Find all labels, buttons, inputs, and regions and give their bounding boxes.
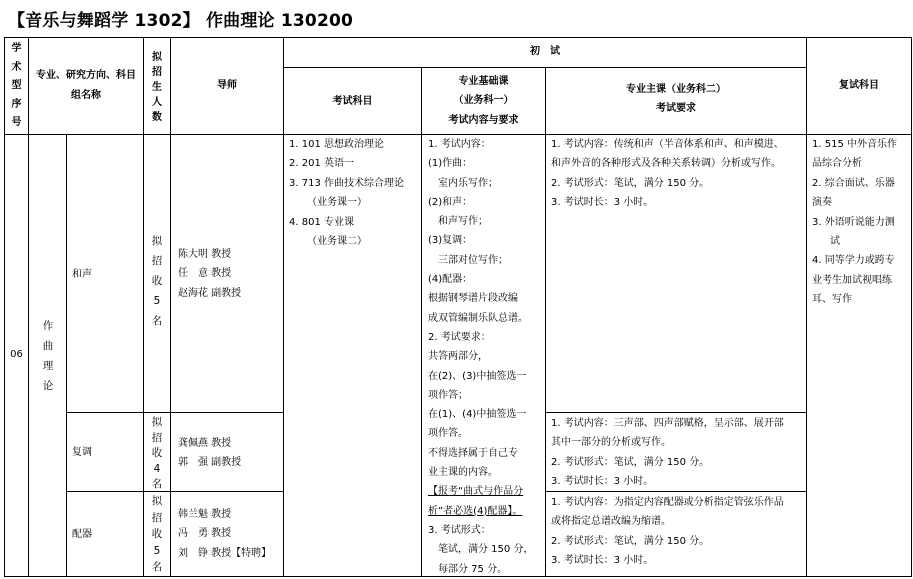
requirements-harmony: 1. 考试内容：传统和声（半音体系和声、和声模进、 和声外音的各种形式及各种关系转调）分析或写作。 2. 考试形式：笔试，满分 150 分。 3. 考试时长：3 小时。 — [551, 139, 784, 209]
basic-course-content: 1. 考试内容： (1)作曲： 室内乐写作； (2)和声： 和声写作； (3)复调： 三部对位写作； (4)配器： 根据钢琴谱片段改编 成双管编制乐队总谱。 2. 考试要求： 共答两部分， 在(2)、(3)中抽签选一 项作答； 在(1)、(4)中抽签选一 项作答。 不得选择属于自己专 业主课的内容。 【报考“曲式与作品分 析”者必选(4)配器】。 3. 考试形式： 笔试，满分 150 分， 每部分 75 分。 — [428, 139, 534, 575]
exam-subjects-list: 1. 101 思想政治理论 2. 201 英语一 3. 713 作曲技术综合理论 （业务课一） 4. 801 专业课 （业务课二） — [289, 139, 404, 248]
quota-counterpoint: 拟 招 收 4 名 — [151, 416, 163, 490]
header-seq: 学 术 型 序 号 — [11, 43, 22, 128]
direction-name-orchestration: 配器 — [72, 529, 92, 540]
major-name: 作 曲 理 论 — [42, 320, 54, 392]
direction-name-harmony: 和声 — [72, 269, 92, 280]
tutors-counterpoint: 龚佩燕 教授 郭 强 副教授 — [178, 438, 242, 469]
requirements-orchestration: 1. 考试内容：为指定内容配器或分析指定管弦乐作品 或将指定总谱改编为缩谱。 2. 考试形式：笔试，满分 150 分。 3. 考试时长：3 小时。 — [551, 497, 784, 567]
major-seq: 06 — [10, 349, 23, 360]
header-major: 专业、研究方向、科目组名称 — [36, 70, 136, 101]
requirements-counterpoint: 1. 考试内容：三声部、四声部赋格，呈示部、展开部 其中一部分的分析或写作。 2. 考试形式：笔试，满分 150 分。 3. 考试时长：3 小时。 — [551, 418, 784, 488]
header-quota: 拟 招 生 人 数 — [152, 52, 162, 123]
direction-name-counterpoint: 复调 — [72, 447, 92, 458]
page-title: 【音乐与舞蹈学 1302】 作曲理论 130200 — [8, 11, 354, 31]
quota-orchestration: 拟 招 收 5 名 — [151, 495, 163, 573]
header-basic-course: 专业基础课 （业务科一） 考试内容与要求 — [448, 76, 519, 126]
quota-harmony: 拟 招 收 5 名 — [151, 235, 163, 327]
tutors-harmony: 陈大明 教授 任 意 教授 赵海花 副教授 — [178, 249, 242, 299]
retest-subjects-list: 1. 515 中外音乐作 品综合分析 2. 综合面试、乐器 演奏 3. 外语听说能力测 试 4. 同等学力或跨专 业考生加试视唱练 耳、写作 — [812, 139, 897, 306]
header-exam-subjects: 考试科目 — [332, 96, 373, 107]
header-initial: 初 试 — [530, 46, 560, 57]
header-retest: 复试科目 — [839, 80, 879, 91]
tutors-orchestration: 韩兰魁 教授 冯 勇 教授 刘 铮 教授【特聘】 — [178, 509, 272, 559]
header-main-course: 专业主课（业务科二） 考试要求 — [626, 84, 726, 115]
header-tutor: 导师 — [217, 80, 237, 91]
